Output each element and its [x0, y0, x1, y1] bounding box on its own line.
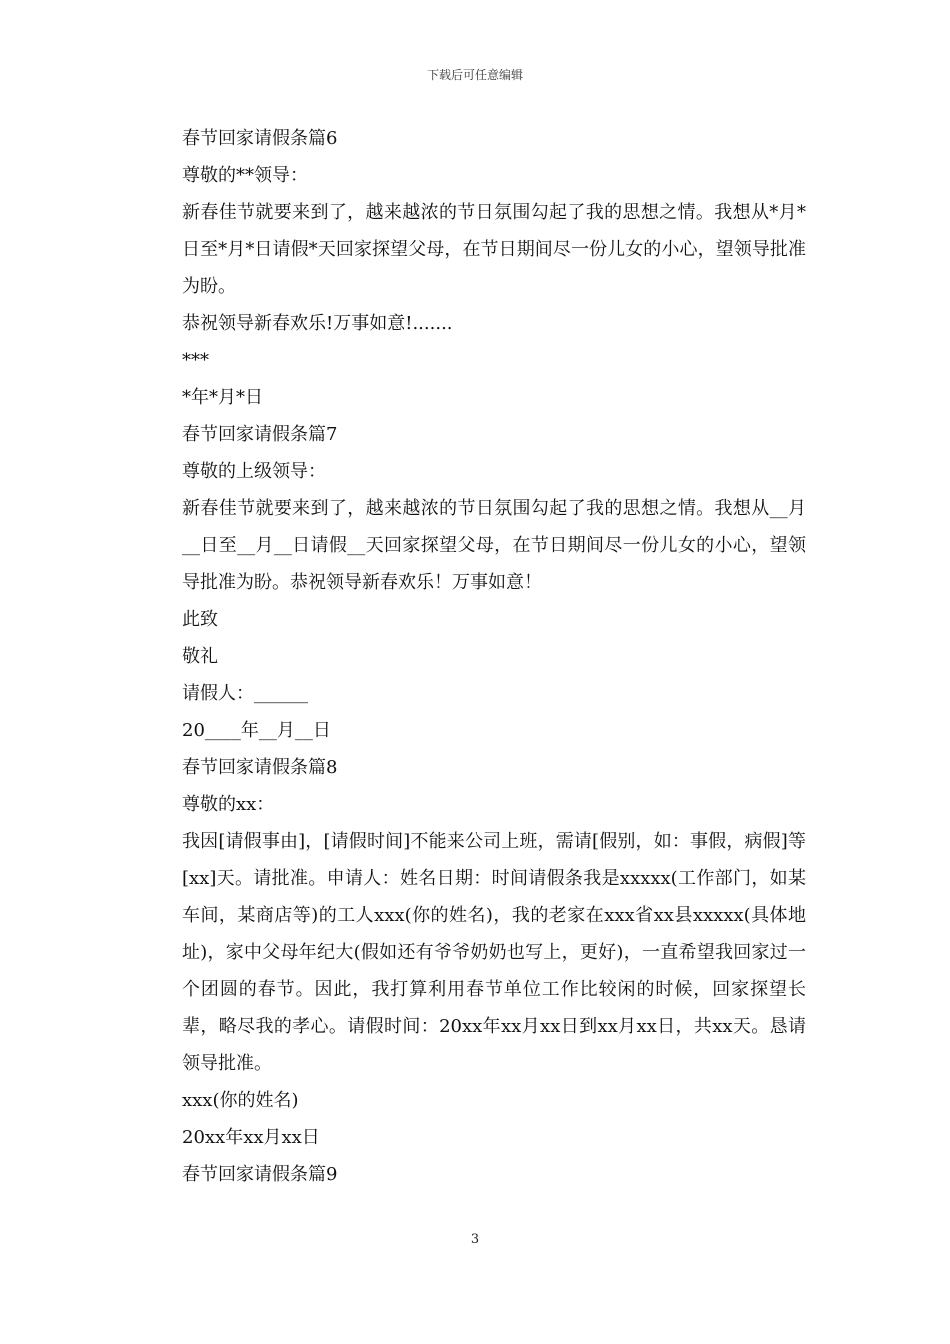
body-paragraph: 新春佳节就要来到了，越来越浓的节日氛围勾起了我的思想之情。我想从*月*日至*月*日请假*天回家探望父母，在节日期间尽一份儿女的小心，望领导批准为盼。 [182, 202, 806, 297]
date-line: 20xx年xx月xx日 [182, 1127, 320, 1148]
applicant-line: 请假人：______ [182, 683, 308, 704]
date-line: 20____年__月__日 [182, 720, 331, 741]
page-header: 下载后可任意编辑 [426, 68, 523, 82]
salutation: 尊敬的**领导： [182, 165, 308, 186]
signature: *** [182, 350, 209, 371]
signature: xxx(你的姓名) [182, 1090, 299, 1111]
page-number: 3 [470, 1232, 480, 1247]
body-paragraph: 我因[请假事由]，[请假时间]不能来公司上班，需请[假别，如：事假，病假]等[xx]天。请批准。申请人：姓名日期：时间请假条我是xxxxx(工作部门，如某车间，某商店等)的工人xxx(你的姓名)，我的老家在xxx省xx县xxxxx(具体地址)，家中父母年纪大(假如还有爷爷奶奶也写上，更好)，一直希望我回家过一个团圆的春节。因此，我打算利用春节单位工作比较闲的时候，回家探望长辈，略尽我的孝心。请假时间：20xx年xx月xx日到xx月xx日，共xx天。恳请领导批准。 [182, 831, 806, 1074]
salutation: 尊敬的上级领导： [182, 461, 326, 482]
section-title: 春节回家请假条篇9 [182, 1164, 338, 1185]
closing-line: 此致 [182, 609, 218, 630]
closing-line: 敬礼 [182, 646, 218, 667]
body-paragraph: 新春佳节就要来到了，越来越浓的节日氛围勾起了我的思想之情。我想从__月__日至__月__日请假__天回家探望父母，在节日期间尽一份儿女的小心，望领导批准为盼。恭祝领导新春欢乐！万事如意！ [182, 498, 806, 593]
document-body [146, 120, 806, 1193]
section-title: 春节回家请假条篇7 [182, 424, 338, 445]
date-line: *年*月*日 [182, 387, 263, 408]
closing-wish: 恭祝领导新春欢乐!万事如意!....... [182, 313, 453, 334]
salutation: 尊敬的xx： [182, 794, 275, 815]
section-title: 春节回家请假条篇8 [182, 757, 338, 778]
section-title: 春节回家请假条篇6 [182, 128, 338, 149]
